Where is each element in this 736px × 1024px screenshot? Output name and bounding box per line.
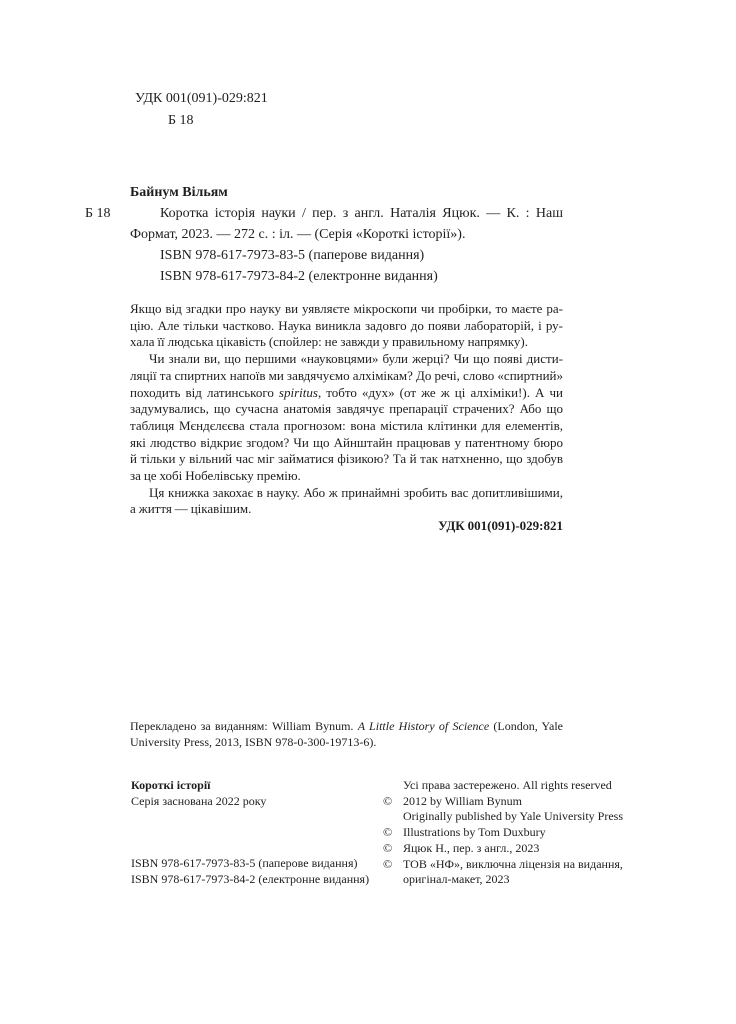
isbn-group — [131, 856, 369, 887]
series-title: Короткі історії — [131, 778, 211, 792]
rights-text: оригінал-макет, 2023 — [403, 872, 510, 887]
isbn-print: ISBN 978-617-7973-83-5 (паперове видання) — [160, 248, 425, 263]
annotation-line: хала її людська цікавість (спойлер: не завжди у правильному напрямку). — [130, 334, 529, 350]
translation-note-text: Перекладено за виданням: William Bynum. — [130, 719, 358, 733]
rights-row — [383, 809, 623, 825]
rights-text: Illustrations by Tom Duxbury — [403, 825, 546, 840]
isbn-print-bottom: ISBN 978-617-7973-83-5 (паперове видання) — [131, 856, 358, 871]
annotation-line: таблиця Мєндєлєєва стала прогнозом: вона містила клітинки для елементів, — [130, 417, 563, 433]
bbk-margin-code: Б 18 — [85, 206, 111, 221]
author-name: Байнум Вільям — [130, 185, 228, 200]
biblio-title-line: Коротка історія науки / пер. з англ. Наталія Яцюк. — К. : Наш — [160, 206, 563, 221]
copyright-symbol — [383, 778, 403, 794]
udk-code-top: УДК 001(091)-029:821 — [135, 91, 268, 106]
rights-text: Originally published by Yale University Press — [403, 809, 623, 824]
annotation-text — [130, 301, 563, 535]
annotation-line: цію. Але тільки частково. Наука виникла задовго до появи лабораторій, і ру- — [130, 317, 563, 333]
copyright-symbol: © — [383, 825, 393, 840]
translation-note-text: (London, Yale — [489, 719, 564, 733]
copyright-symbol: © — [383, 840, 393, 855]
rights-text: Усі права застережено. All rights reserved — [403, 778, 612, 792]
annotation-line: задумувались, що сучасна анатомія завдячує препарації страчених? Або що — [130, 401, 563, 417]
rights-text: ТОВ «НФ», виключна ліцензія на видання, — [403, 856, 623, 871]
translation-source-note — [130, 718, 563, 750]
annotation-line-text: , тобто «дух» (от же ж ці алхіміки!). А чи — [317, 384, 563, 400]
rights-row — [383, 872, 623, 888]
rights-row — [383, 794, 623, 810]
bibliographic-description — [85, 182, 563, 287]
annotation-line: а життя — цікавішим. — [130, 501, 252, 517]
annotation-line: Ця книжка закохає в науку. Або ж принаймні зробить вас допитливішими, — [149, 484, 563, 500]
bbk-code-top: Б 18 — [168, 113, 194, 128]
isbn-ebook-bottom: ISBN 978-617-7973-84-2 (електронне видання) — [131, 872, 370, 887]
copyright-symbol — [383, 809, 403, 825]
isbn-ebook: ISBN 978-617-7973-84-2 (електронне видання) — [160, 269, 438, 284]
rights-text: 2012 by William Bynum — [403, 793, 522, 808]
annotation-line — [130, 385, 563, 402]
annotation-line: й тільки у вільний час міг займатися фізикою? Та й так натхненно, що здобув — [130, 451, 563, 467]
copyright-symbol: © — [383, 793, 393, 808]
annotation-line: за це хобі Нобелівську премію. — [130, 468, 301, 484]
rights-text: Яцюк Н., пер. з англ., 2023 — [403, 840, 540, 855]
annotation-line: Якщо від згадки про науку ви уявляєте мікроскопи чи пробірки, то маєте ра- — [130, 301, 563, 316]
latin-term-italic: spiritus — [278, 384, 318, 400]
annotation-line: Чи знали ви, що першими «науковцями» були жерці? Чи що появі дисти- — [149, 351, 563, 367]
annotation-line-text: походить від латинського — [130, 384, 279, 400]
copyright-symbol: © — [383, 856, 393, 871]
rights-row — [383, 857, 623, 873]
translation-line — [130, 718, 563, 734]
original-book-title: A Little History of Science — [357, 719, 490, 733]
series-founded-note: Серія заснована 2022 року — [131, 793, 267, 808]
rights-row — [383, 825, 623, 841]
translation-line: University Press, 2013, ISBN 978-0-300-19713-6). — [130, 735, 377, 749]
imprint-series-column — [131, 778, 369, 888]
annotation-line: які людство відкриє згодом? Чи що Айнштайн працював у патентному бюро — [130, 434, 563, 450]
rights-row — [383, 841, 623, 857]
rights-row — [383, 778, 623, 794]
biblio-imprint-line: Формат, 2023. — 272 с. : іл. — (Серія «Короткі історії»). — [130, 227, 466, 242]
copyright-symbol — [383, 872, 403, 888]
udk-code-bottom: УДК 001(091)-029:821 — [438, 518, 563, 534]
copyright-column — [383, 778, 623, 888]
annotation-line: ляції та спиртних напоїв ми завдячуємо алхімікам? До речі, слово «спиртний» — [130, 367, 563, 383]
